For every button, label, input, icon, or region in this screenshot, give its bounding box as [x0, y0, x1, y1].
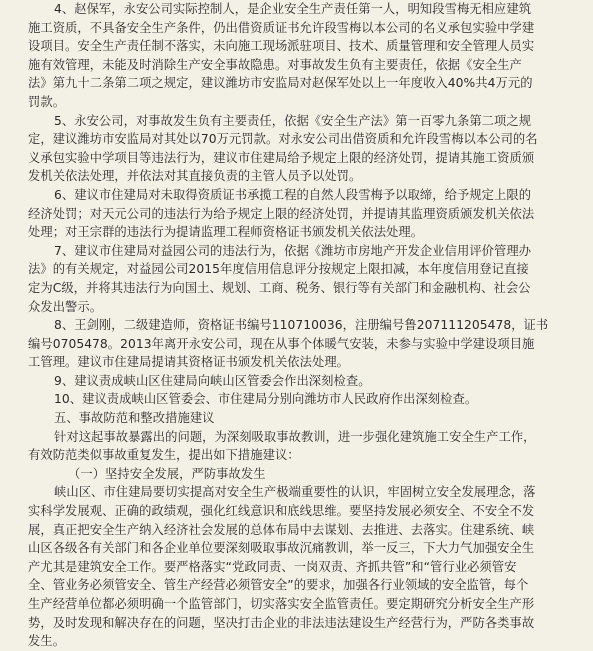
text-line: 定为C级，并将其违法行为向国土、规划、工商、税务、银行等有关部门和金融机构、社会公	[28, 280, 531, 295]
text-line: 工管理。建议市住建局提请其资格证书颁发机关依法处理。	[28, 355, 350, 370]
text-line: 实科学发展观、正确的政绩观，强化红线意识和底线思维。要坚持发展必须安全、不安全不发	[28, 504, 535, 519]
paragraph-p5	[28, 112, 583, 186]
text-line: 针对这起事故暴露出的问题，为深刻吸取事故教训，进一步强化建筑施工安全生产工作，	[54, 429, 536, 444]
text-line: 义承包实验中学项目等违法行为，建议市住建局给予规定上限的经济处罚，提请其施工资质颁	[28, 150, 535, 165]
text-line: 6、建议市住建局对未取得资质证书承揽工程的自然人段雪梅予以取缔，给予规定上限的	[54, 187, 532, 202]
paragraph-p9	[28, 372, 583, 391]
paragraph-p11	[28, 428, 583, 465]
text-line: 设项目。安全生产责任制不落实，未向施工现场派驻项目、技术、质量管理和安全管理人员实	[28, 39, 535, 54]
text-line: 发生。	[28, 634, 66, 649]
text-line: 有效防范类似事故重复发生，提出如下措施建议：	[28, 448, 300, 463]
text-line: 法》的有关规定，对益园公司2015年度信用信息评分按规定上限扣减，本年度信用登记直接	[28, 262, 529, 277]
text-line: 展，真正把安全生产纳入经济社会发展的总体布局中去谋划、去推进、去落实。住建系统、峡	[28, 522, 535, 537]
text-line: 4、赵保军，永安公司实际控制人，是企业安全生产责任第一人，明知段雪梅无相应建筑	[54, 2, 532, 16]
paragraph-p10	[28, 390, 583, 409]
text-line: 众发出警示。	[28, 299, 103, 314]
text-line: 5、永安公司，对事故发生负有主要责任，依据《安全生产法》第一百零九条第二项之规	[54, 113, 532, 128]
text-line: 9、建议责成峡山区住建局向峡山区管委会作出深刻检查。	[54, 373, 371, 388]
text-line: 定，建议潍坊市安监局对其处以70万元罚款。对永安公司出借资质和允许段雪梅以本公司的名	[28, 132, 538, 147]
text-line: 处理；对王宗群的违法行为提请监理工程师资格证书颁发机关依法处理。	[28, 225, 424, 240]
paragraph-p6	[28, 186, 583, 242]
paragraph-p7	[28, 242, 583, 316]
text-line: 发机关依法处理，并依法对其直接负责的主管人员予以处罚。	[28, 169, 362, 184]
text-line: 生产经营单位都必须明确一个监管部门，切实落实安全监管责任。要定期研究分析安全生产形	[28, 597, 535, 611]
paragraph-h5-1	[28, 465, 583, 484]
text-line: 产尤其是建筑安全工作。要严格落实“党政同责、一岗双责、齐抓共管”和“管行业必须管安	[28, 559, 517, 574]
paragraph-p12	[28, 483, 583, 650]
text-line: 编号0705478。2013年离开永安公司，现在从事个体暖气安装，未参与实验中学建设项目施	[28, 336, 535, 351]
text-line: 10、建议责成峡山区管委会、市住建局分别向潍坊市人民政府作出深刻检查。	[54, 392, 478, 407]
text-line: 峡山区、市住建局要切实提高对安全生产极端重要性的认识，牢固树立安全发展理念，落	[54, 485, 536, 500]
paragraph-p8	[28, 316, 583, 372]
text-line: 五、事故防范和整改措施建议	[54, 411, 215, 426]
paragraph-h5	[28, 409, 583, 428]
text-line: 施工资质，不具备安全生产条件，仍出借资质证书允许段雪梅以本公司的名义承包实验中学建	[28, 20, 535, 35]
text-line: 势，及时发现和解决存在的问题，坚决打击企业的非法违法建设生产经营行为，严防各类事故	[28, 615, 535, 630]
text-line: （一）坚持安全发展，严防事故发生	[68, 466, 266, 481]
text-line: 经济处罚；对天元公司的违法行为给予规定上限的经济处罚，并提请其监理资质颁发机关依法	[28, 206, 535, 221]
text-line: 全、管业务必须管安全、管生产经营必须管安全”的要求，加强各行业领域的安全监管，每个	[28, 578, 529, 593]
text-line: 法》第九十二条第二项之规定，建议潍坊市安监局对赵保军处以上一年度收入40%共4万元的	[28, 76, 533, 91]
text-line: 山区各级各有关部门和各企业单位要深刻吸取事故沉痛教训，举一反三，下大力气加强安全生	[28, 541, 535, 556]
text-line: 罚款。	[28, 94, 66, 109]
text-line: 施有效管理，未能及时消除生产安全事故隐患。对事故发生负有主要责任，依据《安全生产	[28, 57, 522, 72]
paragraph-p4	[28, 0, 583, 112]
document-body	[28, 0, 583, 651]
text-line: 8、王剑刚，二级建造师，资格证书编号110710036，注册编号鲁207111205478，证书	[54, 318, 549, 333]
text-line: 7、建议市住建局对益园公司的违法行为，依据《潍坊市房地产开发企业信用评价管理办	[54, 243, 532, 258]
